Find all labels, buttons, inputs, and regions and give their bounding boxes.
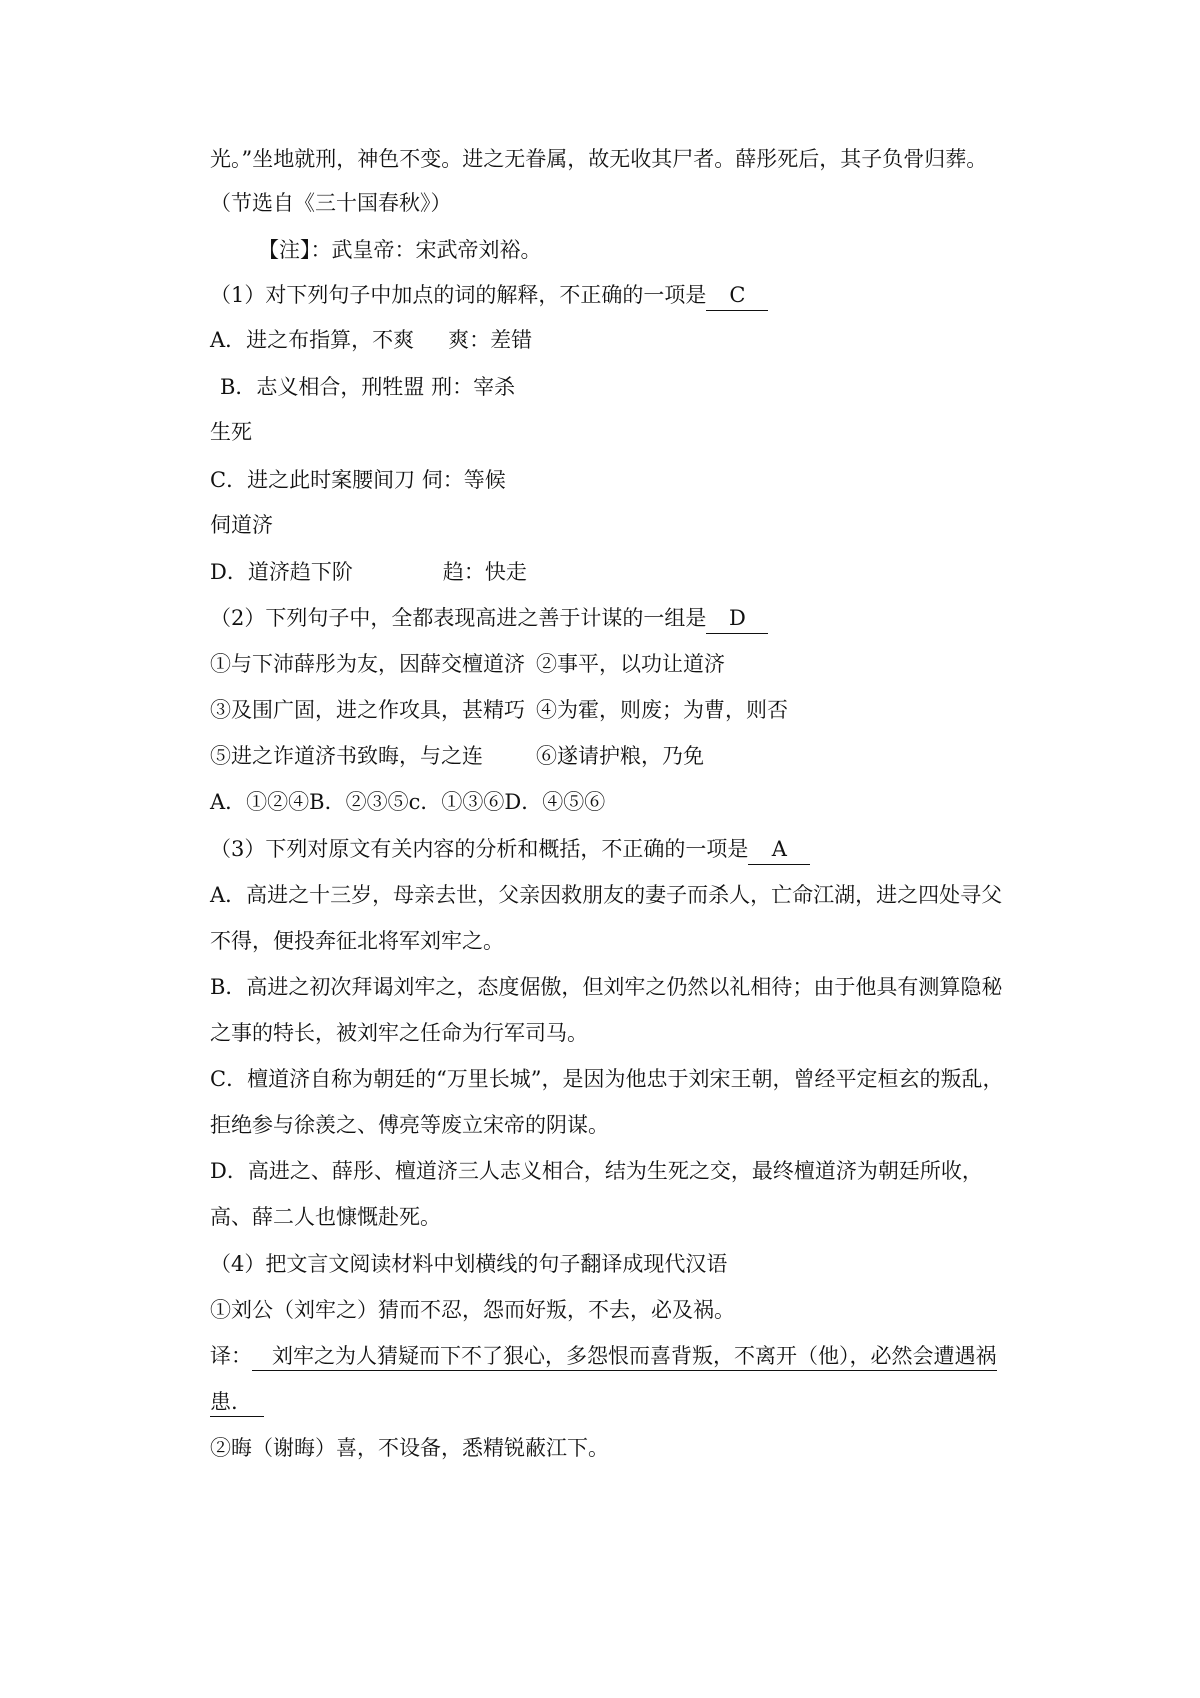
q2-answer: D (706, 603, 768, 634)
passage-note: 【注】：武皇帝：宋武帝刘裕。 (258, 238, 542, 262)
q3-answer: A (748, 834, 810, 865)
q1-option-a-gloss: 爽：差错 (448, 328, 533, 352)
q1-option-a-sentence: A．进之布指算，不爽 (210, 328, 415, 352)
q4-sentence-2: ②晦（谢晦）喜，不设备，悉精锐蔽江下。 (210, 1436, 609, 1460)
q2-items-row-2 (210, 695, 788, 725)
q1-option-b-gloss: 刑：宰杀 (431, 375, 516, 399)
q1-option-b-cont: 生死 (210, 420, 252, 444)
q3-option-c-line1: C．檀道济自称为朝廷的“万里长城”，是因为他忠于刘宋王朝，曾经平定桓玄的叛乱， (210, 1067, 1004, 1091)
q2-stem (210, 603, 768, 634)
q1-option-d (210, 557, 527, 587)
q2-item-1: ①与下沛薛彤为友，因薛交檀道济 (210, 652, 525, 676)
q1-stem (210, 280, 768, 311)
q3-option-d-line1: D．高进之、薛彤、檀道济三人志义相合，结为生死之交，最终檀道济为朝廷所收， (210, 1159, 983, 1183)
q2-item-3: ③及围广固，进之作攻具，甚精巧 (210, 698, 525, 722)
q3-stem (210, 834, 810, 865)
q1-option-b-sentence: B．志义相合，刑牲盟 (220, 375, 425, 399)
q3-stem-text: （3）下列对原文有关内容的分析和概括，不正确的一项是 (210, 837, 749, 861)
q4-translation-line2 (210, 1387, 264, 1417)
q2-items-row-3 (210, 741, 704, 771)
q3-option-c-line2: 拒绝参与徐羡之、傅亮等废立宋帝的阴谋。 (210, 1113, 609, 1137)
q4-translation-text-1: 刘牢之为人猜疑而下不了狠心，多怨恨而喜背叛，不离开（他），必然会遭遇祸 (272, 1344, 997, 1368)
q2-stem-text: （2）下列句子中，全都表现高进之善于计谋的一组是 (210, 606, 707, 630)
q2-item-2: ②事平，以功让道济 (536, 652, 725, 676)
q2-options: A．①②④B．②③⑤c．①③⑥D．④⑤⑥ (210, 790, 606, 814)
q2-item-6: ⑥遂请护粮，乃免 (536, 744, 704, 768)
q3-option-a-line2: 不得，便投奔征北将军刘牢之。 (210, 929, 504, 953)
q1-answer: C (706, 280, 768, 311)
q4-sentence-1: ①刘公（刘牢之）猜而不忍，怨而好叛，不去，必及祸。 (210, 1298, 735, 1322)
passage-source: （节选自《三十国春秋》） (210, 191, 452, 215)
q2-item-5: ⑤进之诈道济书致晦，与之连 (210, 744, 483, 768)
q3-option-b-line1: B．高进之初次拜谒刘牢之，态度倨傲，但刘牢之仍然以礼相待；由于他具有测算隐秘 (210, 975, 1003, 999)
q3-option-a-line1: A．高进之十三岁，母亲去世，父亲因救朋友的妻子而杀人，亡命江湖，进之四处寻父 (210, 883, 1003, 907)
q1-option-b (220, 372, 515, 402)
q1-stem-text: （1）对下列句子中加点的词的解释，不正确的一项是 (210, 283, 707, 307)
q2-items-row-1 (210, 649, 725, 679)
q2-item-4: ④为霍，则废；为曹，则否 (536, 698, 788, 722)
q4-translation-line1 (210, 1341, 997, 1371)
q1-option-a (210, 325, 532, 355)
q1-option-d-sentence: D．道济趋下阶 (210, 560, 353, 584)
q4-translation-text-2: 患. (210, 1390, 238, 1414)
q4-translation-text (252, 1344, 997, 1371)
q1-option-d-gloss: 趋：快走 (442, 560, 527, 584)
q4-stem: （4）把文言文阅读材料中划横线的句子翻译成现代汉语 (210, 1252, 728, 1276)
q3-option-d-line2: 高、薛二人也慷慨赴死。 (210, 1205, 441, 1229)
q3-option-b-line2: 之事的特长，被刘牢之任命为行军司马。 (210, 1021, 588, 1045)
q1-option-c-cont: 伺道济 (210, 513, 273, 537)
passage-end-line: 光。”坐地就刑，神色不变。进之无眷属，故无收其尸者。薛彤死后，其子负骨归葬。 (210, 147, 988, 171)
q1-option-c-sentence: C．进之此时案腰间刀 (210, 468, 416, 492)
q4-translation-label: 译： (210, 1344, 252, 1368)
q1-option-c (210, 465, 506, 495)
q1-option-c-gloss: 伺：等候 (421, 468, 506, 492)
q4-translation-text-2-wrap (210, 1390, 264, 1417)
